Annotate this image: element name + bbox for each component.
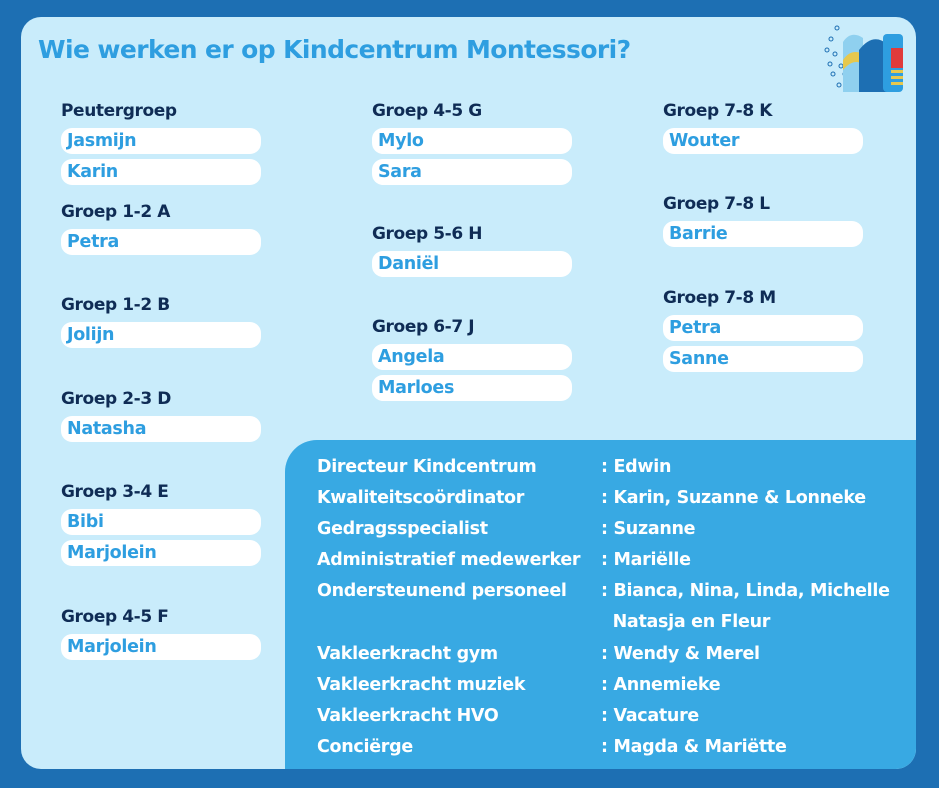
group-5-6-h (372, 222, 572, 277)
role-value: : Bianca, Nina, Linda, Michelle (601, 581, 890, 601)
group-name: Groep 3-4 E (61, 482, 169, 502)
role-row (317, 675, 916, 703)
role-row (317, 457, 916, 485)
roles-panel (285, 440, 916, 769)
role-row (317, 612, 916, 640)
role-value: : Vacature (601, 706, 699, 726)
group-name: Groep 1-2 B (61, 295, 170, 315)
group-1-2-b (61, 293, 261, 348)
role-value: : Annemieke (601, 675, 721, 695)
role-label: Vakleerkracht HVO (317, 706, 499, 726)
staff-name: Angela (372, 344, 572, 370)
role-label: Directeur Kindcentrum (317, 457, 537, 477)
staff-card (21, 17, 916, 769)
staff-name: Bibi (61, 509, 261, 535)
staff-name: Sara (372, 159, 572, 185)
group-7-8-m (663, 286, 863, 372)
staff-name: Marjolein (61, 634, 261, 660)
staff-name: Wouter (663, 128, 863, 154)
group-name: Groep 2-3 D (61, 389, 171, 409)
staff-name: Sanne (663, 346, 863, 372)
staff-name: Marjolein (61, 540, 261, 566)
group-name: Groep 6-7 J (372, 317, 475, 337)
group-peutergroep (61, 99, 261, 185)
montessori-logo-icon (821, 20, 911, 100)
page-title: Wie werken er op Kindcentrum Montessori? (38, 35, 631, 64)
role-row (317, 488, 916, 516)
group-name: Peutergroep (61, 101, 177, 121)
group-name: Groep 7-8 L (663, 194, 770, 214)
role-label: Vakleerkracht muziek (317, 675, 526, 695)
group-name: Groep 7-8 M (663, 288, 776, 308)
group-2-3-d (61, 387, 261, 442)
staff-name: Petra (663, 315, 863, 341)
staff-name: Mylo (372, 128, 572, 154)
staff-name: Daniël (372, 251, 572, 277)
staff-name: Jasmijn (61, 128, 261, 154)
role-row (317, 519, 916, 547)
role-value: : Suzanne (601, 519, 696, 539)
group-4-5-g (372, 99, 572, 185)
group-name: Groep 4-5 G (372, 101, 482, 121)
group-6-7-j (372, 315, 572, 401)
role-label: Ondersteunend personeel (317, 581, 567, 601)
role-value: : Karin, Suzanne & Lonneke (601, 488, 866, 508)
staff-name: Karin (61, 159, 261, 185)
group-3-4-e (61, 480, 261, 566)
group-name: Groep 4-5 F (61, 607, 169, 627)
role-row (317, 737, 916, 765)
staff-name: Marloes (372, 375, 572, 401)
role-row (317, 550, 916, 578)
role-label: Kwaliteitscoördinator (317, 488, 525, 508)
staff-name: Jolijn (61, 322, 261, 348)
group-1-2-a (61, 200, 261, 255)
role-row (317, 706, 916, 734)
role-row (317, 581, 916, 609)
role-label: Gedragsspecialist (317, 519, 488, 539)
group-4-5-f (61, 605, 261, 660)
staff-name: Petra (61, 229, 261, 255)
role-value: : Magda & Mariëtte (601, 737, 787, 757)
role-value: Natasja en Fleur (601, 612, 771, 632)
group-name: Groep 7-8 K (663, 101, 773, 121)
role-value: : Mariëlle (601, 550, 691, 570)
role-label: Conciërge (317, 737, 413, 757)
role-value: : Wendy & Merel (601, 644, 760, 664)
role-row (317, 644, 916, 672)
role-label: Vakleerkracht gym (317, 644, 498, 664)
group-7-8-k (663, 99, 863, 154)
group-name: Groep 5-6 H (372, 224, 483, 244)
group-7-8-l (663, 192, 863, 247)
staff-name: Natasha (61, 416, 261, 442)
staff-name: Barrie (663, 221, 863, 247)
role-value: : Edwin (601, 457, 672, 477)
role-label: Administratief medewerker (317, 550, 581, 570)
group-name: Groep 1-2 A (61, 202, 171, 222)
